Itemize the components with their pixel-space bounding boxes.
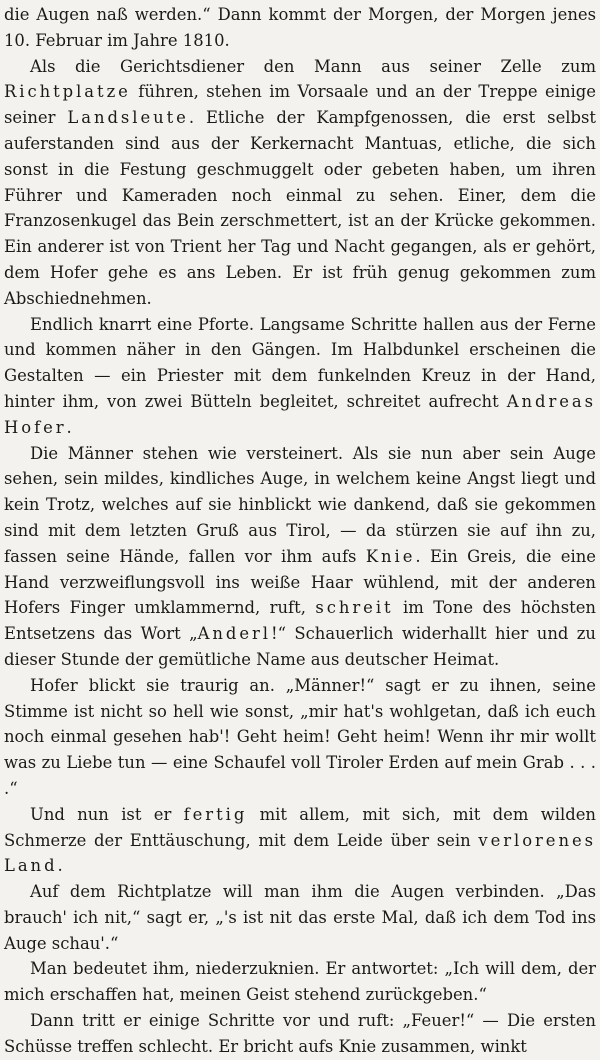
text-run: führen, stehen im Vorsaale und an der Treppe einige seiner xyxy=(4,82,596,128)
paragraph xyxy=(4,956,596,1008)
paragraph xyxy=(4,673,596,802)
text-run: !“ Schauerlich widerhallt hier und zu dieser Stunde der gemütliche Name aus deutscher Heimat. xyxy=(4,624,596,669)
text-run: Man bedeutet ihm, niederzuknien. Er antwortet: „Ich will dem, der mich erschaffen hat, meinen Geist stehend zurückgeben.“ xyxy=(4,959,596,1005)
text-run: im Tone des höchsten Entsetzens das Wort „ xyxy=(4,598,596,644)
emphasized-text: verlorenes Land xyxy=(4,830,596,876)
paragraph xyxy=(4,441,596,673)
paragraph xyxy=(4,1008,596,1060)
text-run: Auf dem Richtplatze will man ihm die Augen verbinden. „Das brauch' ich nit,“ sagt er, „'s ist nit das erste Mal, daß ich dem Tod ins Auge schau'.“ xyxy=(4,882,596,953)
emphasized-text: Knie xyxy=(365,546,416,566)
emphasized-text: Landsleute xyxy=(67,108,189,128)
paragraph xyxy=(4,2,596,54)
emphasized-text: schreit xyxy=(315,598,394,618)
text-run: . xyxy=(57,856,63,876)
text-run: mit allem, mit sich, mit dem wilden Schmerze der Enttäuschung, mit dem Leide über sein xyxy=(4,804,596,850)
paragraph xyxy=(4,879,596,956)
text-run: Hofer blickt sie traurig an. „Männer!“ sagt er zu ihnen, seine Stimme ist nicht so hell wie sonst, „mir hat's wohlgetan, daß ich euch noch einmal gesehen hab'! Geht heim! Geht heim! Wenn ihr mir wollt was zu Liebe tun — eine Schaufel voll Tiroler Erden auf mein Grab . . . .“ xyxy=(4,675,596,798)
emphasized-text: Richtplatze xyxy=(4,82,131,102)
text-run: . Etliche der Kampfgenossen, die erst selbst auferstanden sind aus der Kerkernacht Mantuas, etliche, die sich sonst in die Festung geschmuggelt oder gebeten haben, um ihren Führer und Kameraden noch einmal zu sehen. Einer, dem die Franzosenkugel das Bein zerschmettert, ist an der Krücke gekommen. Ein anderer ist von Trient her Tag und Nacht gegangen, als er gehört, dem Hofer gehe es ans Leben. Er ist früh genug gekommen zum Abschiednehmen. xyxy=(4,108,596,308)
paragraph xyxy=(4,312,596,441)
text-run: . xyxy=(66,417,72,437)
emphasized-text: fertig xyxy=(183,804,248,824)
text-run: Dann tritt er einige Schritte vor und ruft: „Feuer!“ — Die ersten Schüsse treffen schlecht. Er bricht aufs Knie zusammen, winkt xyxy=(4,1011,596,1056)
text-run: Als die Gerichtsdiener den Mann aus seiner Zelle zum xyxy=(30,56,596,76)
paragraph xyxy=(4,54,596,312)
text-run: . Ein Greis, die eine Hand verzweiflungsvoll ins weiße Haar wühlend, mit der anderen Hofers Finger umklammernd, ruft, xyxy=(4,546,596,618)
text-run: die Augen naß werden.“ Dann kommt der Morgen, der Morgen jenes 10. Februar im Jahre 1810. xyxy=(4,5,596,50)
emphasized-text: Anderl xyxy=(197,624,271,644)
text-run: Die Männer stehen wie versteinert. Als sie nun aber sein Auge sehen, sein mildes, kindliches Auge, in welchem keine Angst liegt und kein Trotz, welches auf sie hinblickt wie dankend, daß sie gekommen sind mit dem letzten Gruß aus Tirol, — da stürzen sie auf ihn zu, fassen seine Hände, fallen vor ihm aufs xyxy=(4,443,596,566)
body-text xyxy=(4,2,596,1060)
text-run: Und nun ist er xyxy=(30,804,184,824)
text-run: Endlich knarrt eine Pforte. Langsame Schritte hallen aus der Ferne und kommen näher in den Gängen. Im Halbdunkel erscheinen die Gestalten — ein Priester mit dem funkelnden Kreuz in der Hand, hinter ihm, von zwei Bütteln begleitet, schreitet aufrecht xyxy=(4,314,596,411)
paragraph xyxy=(4,802,596,879)
emphasized-text: Andreas Hofer xyxy=(4,391,596,437)
